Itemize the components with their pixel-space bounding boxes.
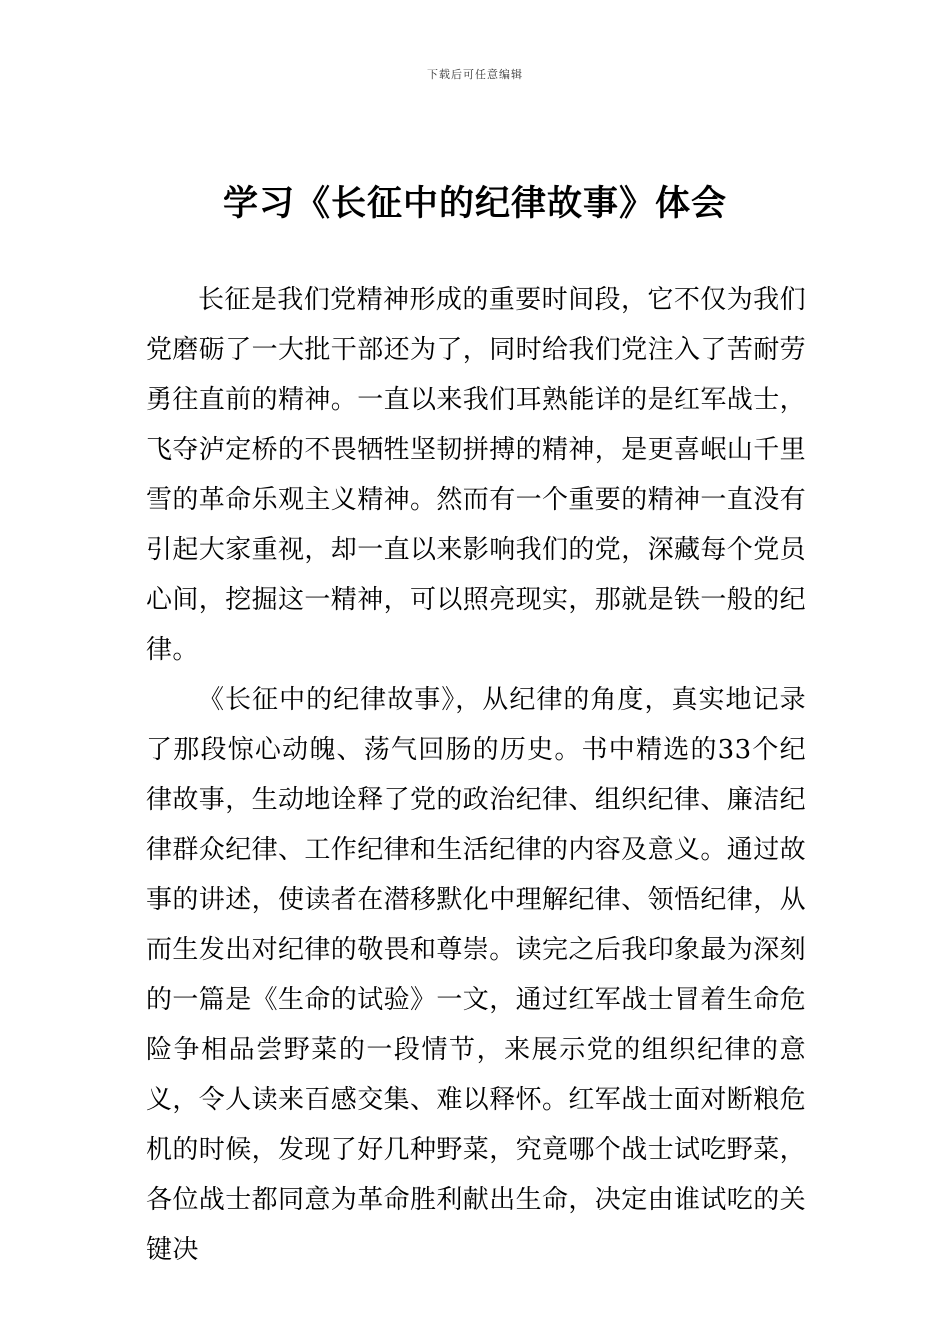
page-header-note: 下载后可任意编辑 [427,68,523,81]
document-body [146,275,806,1275]
paragraph: 长征是我们党精神形成的重要时间段，它不仅为我们党磨砺了一大批干部还为了，同时给我们党注入了苦耐劳勇往直前的精神。一直以来我们耳熟能详的是红军战士，飞夺泸定桥的不畏牺牲坚韧拼搏的精神，是更喜岷山千里雪的革命乐观主义精神。然而有一个重要的精神一直没有引起大家重视，却一直以来影响我们的党，深藏每个党员心间，挖掘这一精神，可以照亮现实，那就是铁一般的纪律。 [146,285,807,665]
paragraph: 《长征中的纪律故事》，从纪律的角度，真实地记录了那段惊心动魄、荡气回肠的历史。书中精选的33个纪律故事，生动地诠释了党的政治纪律、组织纪律、廉洁纪律群众纪律、工作纪律和生活纪律的内容及意义。通过故事的讲述，使读者在潜移默化中理解纪律、领悟纪律，从而生发出对纪律的敬畏和尊崇。读完之后我印象最为深刻的一篇是《生命的试验》一文，通过红军战士冒着生命危险争相品尝野菜的一段情节，来展示党的组织纪律的意义，令人读来百感交集、难以释怀。红军战士面对断粮危机的时候，发现了好几种野菜，究竟哪个战士试吃野菜，各位战士都同意为革命胜利献出生命，决定由谁试吃的关键决 [146,685,807,1265]
document-title: 学习《长征中的纪律故事》体会 [222,184,727,224]
